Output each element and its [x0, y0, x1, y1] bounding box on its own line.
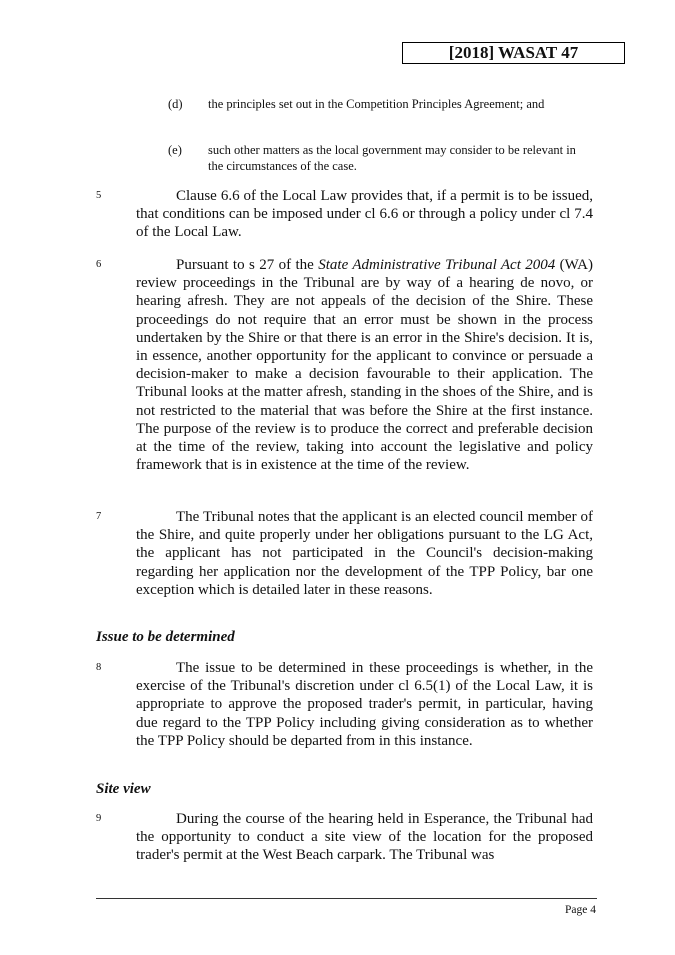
paragraph-text-lead: Pursuant to s 27 of the	[176, 257, 319, 273]
sub-item-label: (e)	[168, 143, 182, 157]
footer-divider	[96, 898, 597, 899]
paragraph-number: 9	[96, 813, 102, 824]
sub-item-text: the principles set out in the Competition Principles Agreement; and	[208, 97, 545, 111]
paragraph-text: During the course of the hearing held in Esperance, the Tribunal had the opportunity to conduct a site view of the location for the proposed trader's permit at the West Beach carpark. The Tribunal was	[136, 811, 593, 864]
paragraph-text-rest: (WA) review proceedings in the Tribunal are by way of a hearing de novo, or hearing afresh. They are not appeals of the decision of the Shire. These proceedings do not require that an error must be shown in the process undertaken by the Shire or that there is an error in the Shire's decision. It is, in essence, another opportunity for the applicant to convince or persuade a decision-maker to make a decision favourable to their application. The Tribunal looks at the matter afresh, standing in the shoes of the Shire, and is not restricted to the material that was before the Shire at the first instance. The purpose of the review is to produce the correct and preferable decision at the time of the review, taking into account the legislative and policy framework that is in existence at the time of the review.	[136, 257, 593, 474]
paragraph-number: 5	[96, 190, 102, 201]
paragraph-number: 6	[96, 259, 102, 270]
paragraph-text: Clause 6.6 of the Local Law provides that, if a permit is to be issued, that conditions can be imposed under cl 6.6 or through a policy under cl 7.4 of the Local Law.	[136, 188, 593, 241]
heading-site-view: Site view	[96, 781, 151, 797]
paragraph-text	[136, 256, 593, 474]
statute-name: State Administrative Tribunal Act 2004	[318, 257, 556, 273]
sub-item-text: such other matters as the local government may consider to be relevant in the circumstances of the case.	[208, 143, 576, 173]
sub-item-label: (d)	[168, 97, 183, 111]
page-number: Page 4	[565, 904, 596, 916]
paragraph-number: 7	[96, 511, 102, 522]
paragraph-text: The issue to be determined in these proceedings is whether, in the exercise of the Tribunal's discretion under cl 6.5(1) of the Local Law, it is appropriate to approve the proposed trader's permit, in particular, having due regard to the TPP Policy including giving consideration as to whether the TPP Policy should be departed from in this instance.	[136, 660, 593, 749]
paragraph-text: The Tribunal notes that the applicant is an elected council member of the Shire, and quite properly under her obligations pursuant to the LG Act, the applicant has not participated in the Council's decision-making regarding her application nor the development of the TPP Policy, bar one exception which is detailed later in these reasons.	[136, 509, 593, 598]
paragraph-number: 8	[96, 662, 102, 673]
case-citation: [2018] WASAT 47	[402, 42, 625, 64]
heading-issue-to-be-determined: Issue to be determined	[96, 629, 235, 645]
